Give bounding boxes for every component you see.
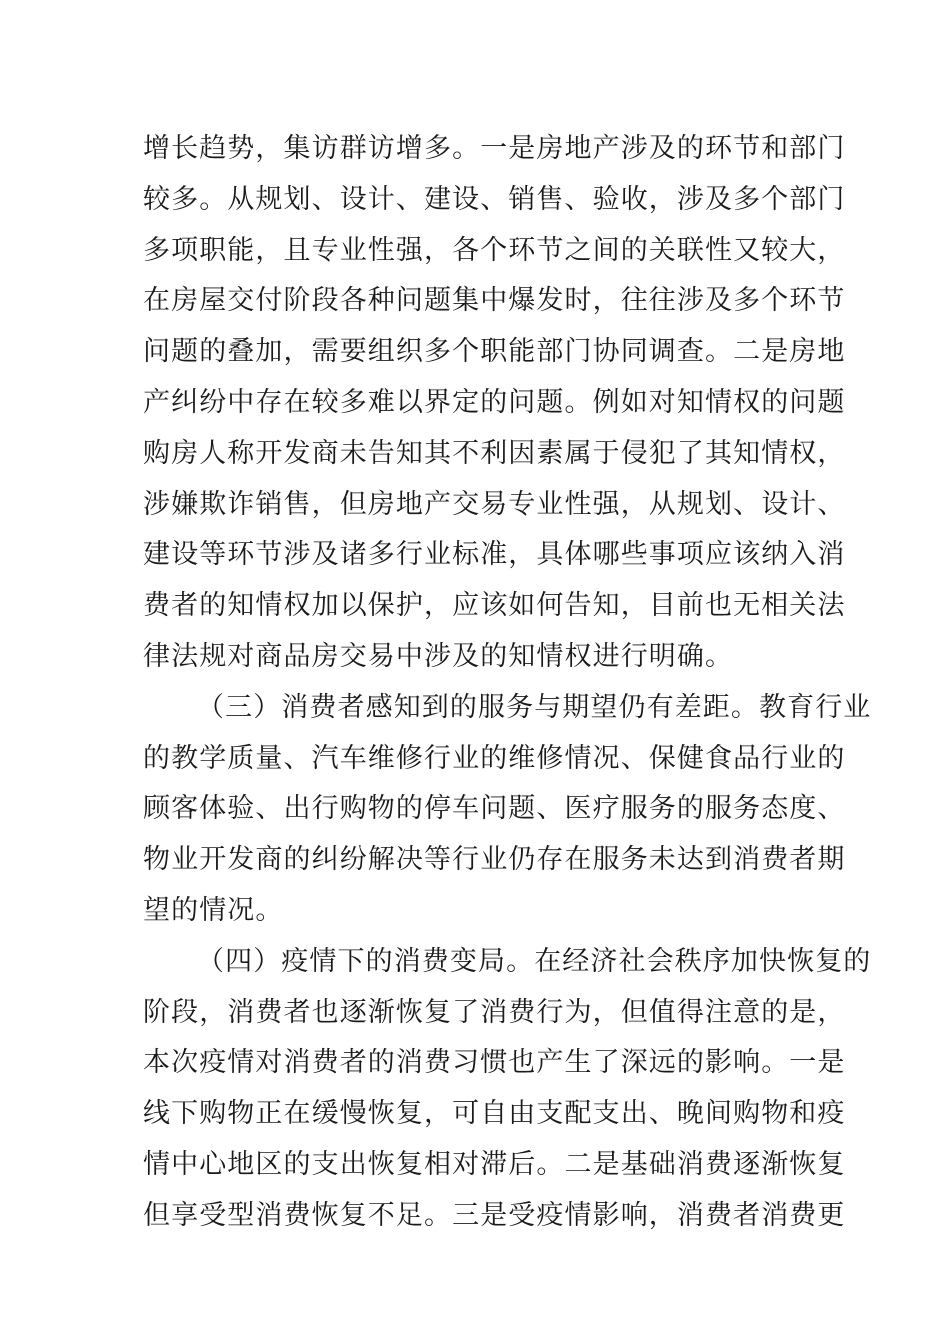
text-line-1: 增长趋势，集访群访增多。一是房地产涉及的环节和部门 bbox=[143, 133, 846, 164]
text-line-20: 线下购物正在缓慢恢复，可自由支配支出、晚间购物和疫 bbox=[143, 1098, 846, 1130]
section-heading-4: （四）疫情下的消费变局。在经济社会秩序加快恢复的 bbox=[197, 945, 872, 977]
body-text bbox=[143, 124, 872, 1242]
text-line-10: 费者的知情权加以保护，应该如何告知，目前也无相关法 bbox=[143, 590, 846, 622]
text-line-18: 阶段，消费者也逐渐恢复了消费行为，但值得注意的是， bbox=[143, 996, 846, 1028]
text-line-5: 问题的叠加，需要组织多个职能部门协同调查。二是房地 bbox=[143, 336, 846, 368]
text-line-15: 物业开发商的纠纷解决等行业仍存在服务未达到消费者期 bbox=[143, 844, 846, 876]
section-heading-3: （三）消费者感知到的服务与期望仍有差距。教育行业 bbox=[197, 691, 872, 723]
text-line-16: 望的情况。 bbox=[143, 894, 284, 926]
text-line-21: 情中心地区的支出恢复相对滞后。二是基础消费逐渐恢复 bbox=[143, 1148, 846, 1180]
text-line-2: 较多。从规划、设计、建设、销售、验收，涉及多个部门 bbox=[143, 183, 846, 215]
text-line-8: 涉嫌欺诈销售，但房地产交易专业性强，从规划、设计、 bbox=[143, 488, 846, 520]
text-line-6: 产纠纷中存在较多难以界定的问题。例如对知情权的问题 bbox=[143, 386, 846, 418]
text-line-4: 在房屋交付阶段各种问题集中爆发时，往往涉及多个环节 bbox=[143, 285, 846, 317]
text-line-11: 律法规对商品房交易中涉及的知情权进行明确。 bbox=[143, 640, 734, 672]
text-line-7: 购房人称开发商未告知其不利因素属于侵犯了其知情权， bbox=[143, 437, 846, 469]
text-line-3: 多项职能，且专业性强，各个环节之间的关联性又较大， bbox=[143, 234, 846, 266]
text-line-13: 的教学质量、汽车维修行业的维修情况、保健食品行业的 bbox=[143, 742, 846, 774]
text-line-14: 顾客体验、出行购物的停车问题、医疗服务的服务态度、 bbox=[143, 793, 846, 825]
text-line-22: 但享受型消费恢复不足。三是受疫情影响，消费者消费更 bbox=[143, 1199, 846, 1231]
text-line-9: 建设等环节涉及诸多行业标准，具体哪些事项应该纳入消 bbox=[143, 539, 846, 571]
text-line-19: 本次疫情对消费者的消费习惯也产生了深远的影响。一是 bbox=[143, 1047, 846, 1079]
